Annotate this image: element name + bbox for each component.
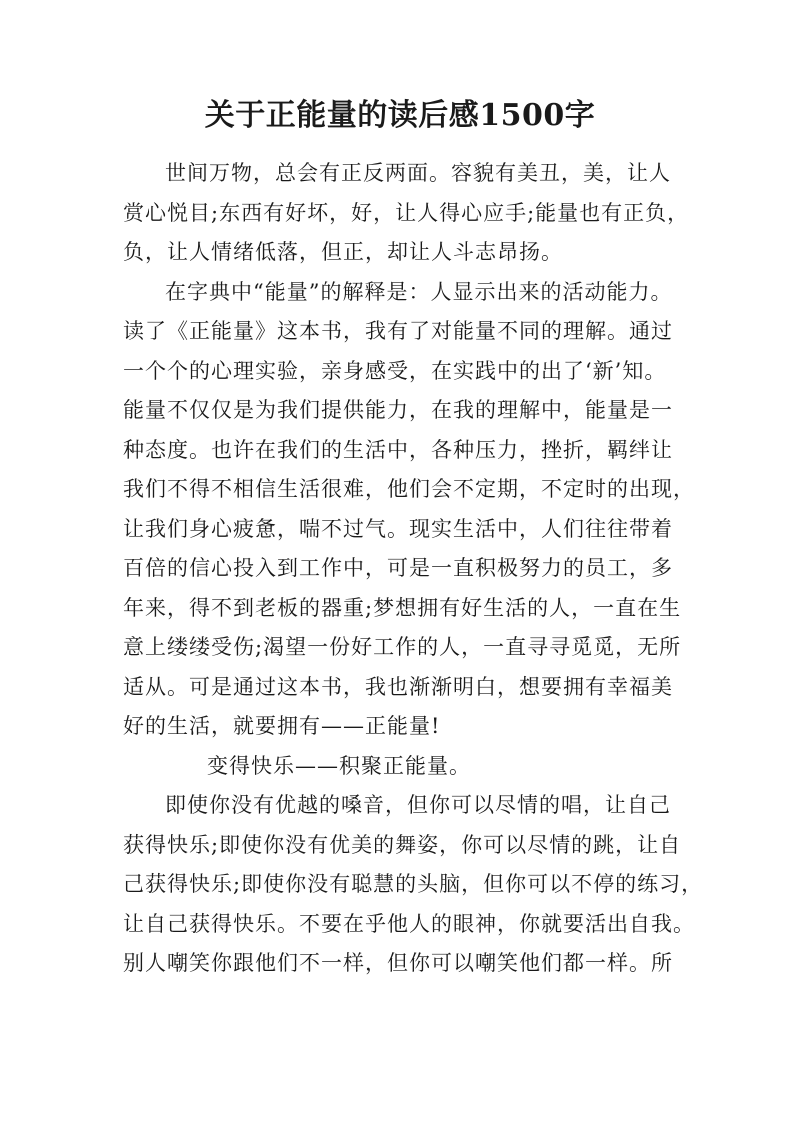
- paragraph-line: 好的生活，就要拥有——正能量!: [123, 714, 441, 738]
- paragraph-line: 赏心悦目;东西有好坏，好，让人得心应手;能量也有正负，: [123, 200, 690, 225]
- paragraph-line: 负，让人情绪低落，但正，却让人斗志昂扬。: [123, 240, 563, 264]
- subheading-line: 变得快乐——积聚正能量。: [207, 753, 471, 778]
- paragraph-line: 在字典中“能量”的解释是：人显示出来的活动能力。: [165, 279, 673, 304]
- paragraph-line: 让自己获得快乐。不要在乎他人的眼神，你就要活出自我。: [123, 911, 695, 936]
- paragraph-1: [123, 154, 690, 273]
- paragraph-line: 别人嘲笑你跟他们不一样，但你可以嘲笑他们都一样。所: [123, 951, 673, 975]
- paragraph-line: 世间万物，总会有正反两面。容貌有美丑，美，让人: [165, 161, 671, 185]
- paragraph-line: 意上缕缕受伤;渴望一份好工作的人，一直寻寻觅觅，无所: [123, 635, 682, 659]
- paragraph-line: 我们不得不相信生活很难，他们会不定期，不定时的出现，: [123, 477, 695, 501]
- paragraph-line: 让我们身心疲惫，喘不过气。现实生活中，人们往往带着: [123, 516, 673, 541]
- paragraph-line: 年来，得不到老板的器重;梦想拥有好生活的人，一直在生: [123, 595, 682, 620]
- document-body: [123, 154, 704, 984]
- paragraph-line: 适从。可是通过这本书，我也渐渐明白，想要拥有幸福美: [123, 674, 673, 699]
- document-title: 关于正能量的读后感1500字: [204, 98, 596, 133]
- paragraph-line: 一个个的心理实验，亲身感受，在实践中的出了‘新’知。: [123, 358, 667, 383]
- paragraph-line: 即使你没有优越的嗓音，但你可以尽情的唱，让自己: [165, 793, 671, 817]
- paragraph-line: 百倍的信心投入到工作中，可是一直积极努力的员工，多: [123, 556, 673, 580]
- paragraph-2: [123, 273, 695, 747]
- paragraph-line: 种态度。也许在我们的生活中，各种压力，挫折，羁绊让: [123, 437, 673, 462]
- paragraph-line: 获得快乐;即使你没有优美的舞姿，你可以尽情的跳，让自: [123, 832, 682, 857]
- paragraph-line: 己获得快乐;即使你没有聪慧的头脑，但你可以不停的练习，: [123, 872, 704, 896]
- paragraph-line: 能量不仅仅是为我们提供能力，在我的理解中，能量是一: [123, 398, 673, 422]
- paragraph-3: [123, 786, 704, 984]
- paragraph-line: 读了《正能量》这本书，我有了对能量不同的理解。通过: [123, 319, 673, 343]
- section-subheading: [123, 747, 683, 787]
